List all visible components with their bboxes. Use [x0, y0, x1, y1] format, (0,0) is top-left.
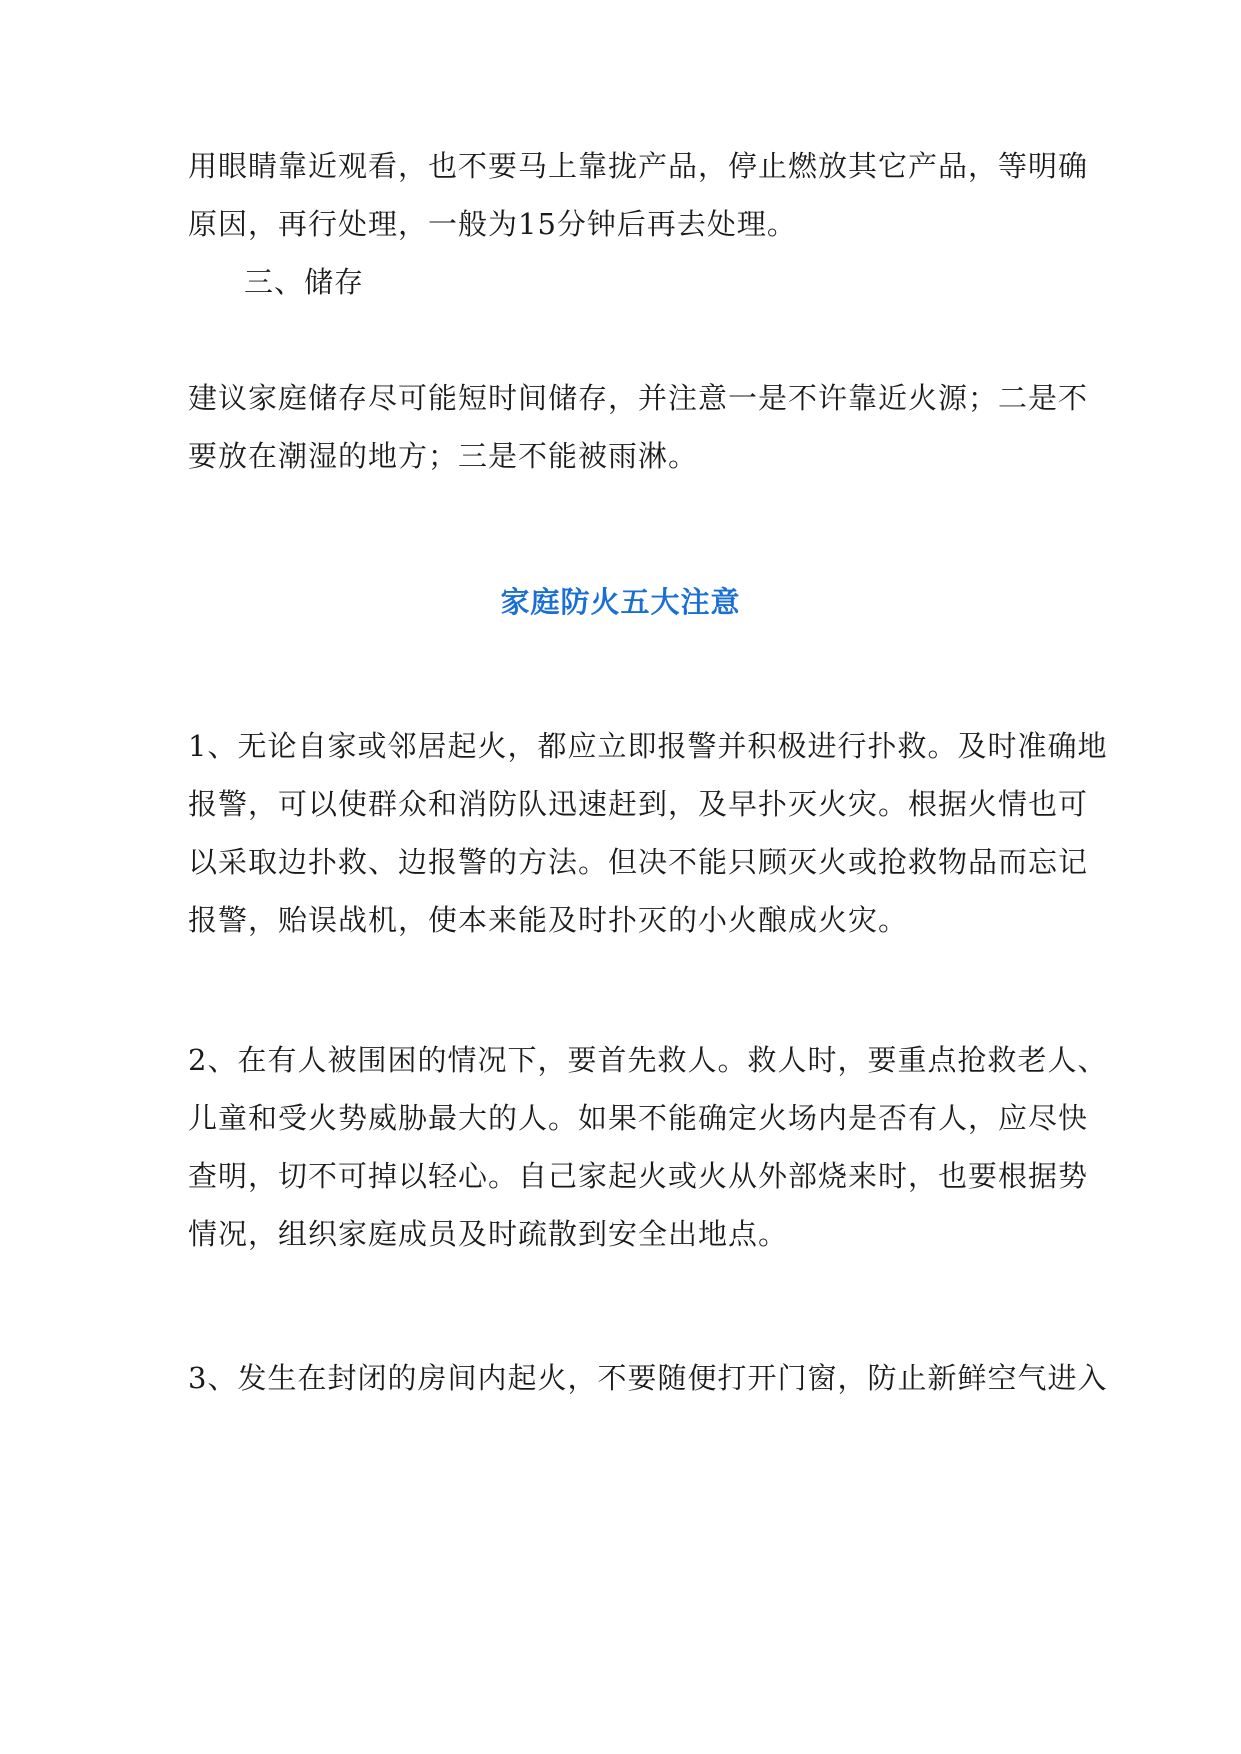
- paragraph-line: 查明，切不可掉以轻心。自己家起火或火从外部烧来时，也要根据势: [188, 1159, 1089, 1193]
- paragraph-line: 2、在有人被围困的情况下，要首先救人。救人时，要重点抢救老人、: [188, 1043, 1108, 1077]
- paragraph-line: 用眼睛靠近观看，也不要马上靠拢产品，停止燃放其它产品，等明确: [188, 149, 1089, 183]
- paragraph-line: 情况，组织家庭成员及时疏散到安全出地点。: [188, 1217, 789, 1251]
- paragraph-line: 1、无论自家或邻居起火，都应立即报警并积极进行扑救。及时准确地: [188, 729, 1108, 763]
- paragraph-line: 以采取边扑救、边报警的方法。但决不能只顾灭火或抢救物品而忘记: [188, 845, 1089, 879]
- section-heading: 三、储存: [244, 265, 365, 299]
- paragraph-line: 报警，贻误战机，使本来能及时扑灭的小火酿成火灾。: [188, 903, 909, 937]
- paragraph-line: 原因，再行处理，一般为15分钟后再去处理。: [188, 207, 797, 241]
- paragraph-line: 报警，可以使群众和消防队迅速赶到，及早扑灭火灾。根据火情也可: [188, 787, 1089, 821]
- paragraph-line: 儿童和受火势威胁最大的人。如果不能确定火场内是否有人，应尽快: [188, 1101, 1089, 1135]
- paragraph-line: 要放在潮湿的地方；三是不能被雨淋。: [188, 439, 699, 473]
- paragraph-line: 3、发生在封闭的房间内起火，不要随便打开门窗，防止新鲜空气进入: [188, 1361, 1108, 1395]
- page-title: 家庭防火五大注意: [500, 585, 741, 619]
- paragraph-line: 建议家庭储存尽可能短时间储存，并注意一是不许靠近火源；二是不: [188, 381, 1089, 415]
